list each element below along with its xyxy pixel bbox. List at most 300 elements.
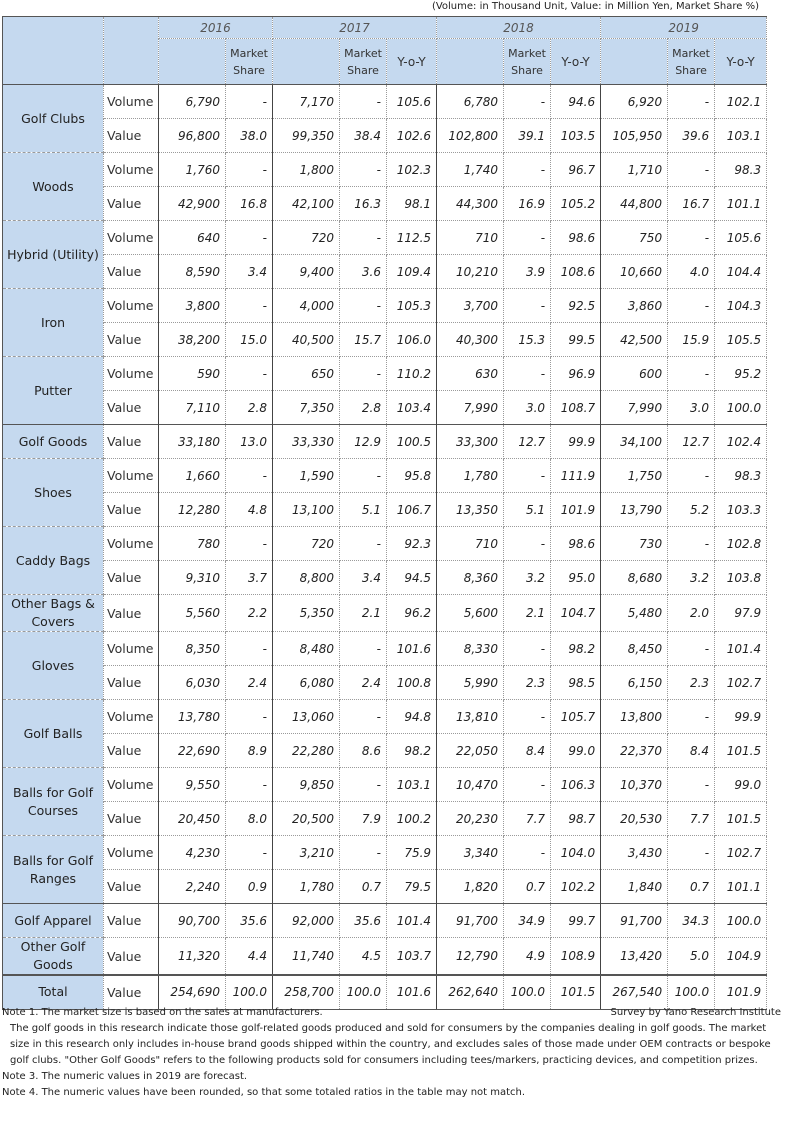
data-cell: 100.0 bbox=[668, 975, 715, 1009]
data-cell: 8,350 bbox=[159, 632, 226, 666]
data-cell: 1,750 bbox=[601, 459, 668, 493]
category-label: Other Bags & Covers bbox=[3, 595, 104, 632]
data-cell: 5.1 bbox=[340, 493, 387, 527]
data-cell: 15.0 bbox=[226, 323, 273, 357]
data-cell: 10,470 bbox=[437, 768, 504, 802]
metric-label: Volume bbox=[104, 527, 159, 561]
data-cell: 3,430 bbox=[601, 836, 668, 870]
data-cell: 96.7 bbox=[551, 153, 601, 187]
data-cell: 8,330 bbox=[437, 632, 504, 666]
data-cell: 1,760 bbox=[159, 153, 226, 187]
metric-label: Value bbox=[104, 493, 159, 527]
metric-label: Value bbox=[104, 904, 159, 938]
data-cell: 10,370 bbox=[601, 768, 668, 802]
data-cell: 5.0 bbox=[668, 938, 715, 976]
data-cell: 4.9 bbox=[504, 938, 551, 976]
data-cell: 99.9 bbox=[551, 425, 601, 459]
data-cell: 4,230 bbox=[159, 836, 226, 870]
data-cell: 42,100 bbox=[273, 187, 340, 221]
category-label: Shoes bbox=[3, 459, 104, 527]
data-cell: 95.2 bbox=[715, 357, 767, 391]
data-cell: 13,800 bbox=[601, 700, 668, 734]
table-row bbox=[3, 119, 767, 153]
data-cell: 99.0 bbox=[551, 734, 601, 768]
data-cell: 109.4 bbox=[387, 255, 437, 289]
data-cell: 3,800 bbox=[159, 289, 226, 323]
yoy-header: Y-o-Y bbox=[387, 39, 437, 85]
table-row bbox=[3, 425, 767, 459]
data-cell: 9,400 bbox=[273, 255, 340, 289]
data-cell: 6,790 bbox=[159, 85, 226, 119]
metric-label: Volume bbox=[104, 700, 159, 734]
data-cell: 104.7 bbox=[551, 595, 601, 632]
data-cell: 22,280 bbox=[273, 734, 340, 768]
data-cell: 98.1 bbox=[387, 187, 437, 221]
data-cell: - bbox=[668, 836, 715, 870]
data-cell: 7,350 bbox=[273, 391, 340, 425]
category-label: Putter bbox=[3, 357, 104, 425]
data-cell: 1,780 bbox=[273, 870, 340, 904]
data-cell: 100.8 bbox=[387, 666, 437, 700]
data-cell: - bbox=[340, 357, 387, 391]
data-cell: - bbox=[668, 527, 715, 561]
data-cell: - bbox=[504, 85, 551, 119]
data-cell: 102.3 bbox=[387, 153, 437, 187]
data-cell: 108.6 bbox=[551, 255, 601, 289]
data-cell: 101.6 bbox=[387, 975, 437, 1009]
data-cell: - bbox=[340, 153, 387, 187]
data-cell: 720 bbox=[273, 221, 340, 255]
category-label: Other Golf Goods bbox=[3, 938, 104, 976]
data-cell: 5,600 bbox=[437, 595, 504, 632]
table-row bbox=[3, 527, 767, 561]
data-cell: 2.1 bbox=[504, 595, 551, 632]
data-cell: 34.3 bbox=[668, 904, 715, 938]
data-cell: - bbox=[504, 527, 551, 561]
data-cell: 12,280 bbox=[159, 493, 226, 527]
data-cell: 710 bbox=[437, 527, 504, 561]
data-cell: 1,820 bbox=[437, 870, 504, 904]
data-cell: 13,060 bbox=[273, 700, 340, 734]
data-cell: 13,780 bbox=[159, 700, 226, 734]
data-cell: 5,560 bbox=[159, 595, 226, 632]
data-cell: 0.7 bbox=[668, 870, 715, 904]
data-cell: 262,640 bbox=[437, 975, 504, 1009]
data-cell: - bbox=[668, 357, 715, 391]
data-cell: 254,690 bbox=[159, 975, 226, 1009]
metric-label: Volume bbox=[104, 836, 159, 870]
metric-label: Volume bbox=[104, 459, 159, 493]
data-cell: 7,990 bbox=[601, 391, 668, 425]
data-cell: 103.1 bbox=[387, 768, 437, 802]
data-cell: 650 bbox=[273, 357, 340, 391]
data-cell: 8.6 bbox=[340, 734, 387, 768]
metric-label: Value bbox=[104, 975, 159, 1009]
data-cell: 100.0 bbox=[715, 904, 767, 938]
data-cell: 102.7 bbox=[715, 666, 767, 700]
data-cell: 13,100 bbox=[273, 493, 340, 527]
data-cell: 101.6 bbox=[387, 632, 437, 666]
data-cell: 20,450 bbox=[159, 802, 226, 836]
data-cell: - bbox=[340, 527, 387, 561]
data-cell: 20,230 bbox=[437, 802, 504, 836]
data-cell: 102.1 bbox=[715, 85, 767, 119]
data-cell: 6,780 bbox=[437, 85, 504, 119]
table-row bbox=[3, 836, 767, 870]
data-cell: 102.6 bbox=[387, 119, 437, 153]
data-cell: 94.5 bbox=[387, 561, 437, 595]
data-cell: 44,800 bbox=[601, 187, 668, 221]
data-cell: 98.3 bbox=[715, 153, 767, 187]
data-cell: 8,480 bbox=[273, 632, 340, 666]
data-cell: 105.2 bbox=[551, 187, 601, 221]
data-cell: 5.1 bbox=[504, 493, 551, 527]
data-cell: 1,660 bbox=[159, 459, 226, 493]
data-cell: 102.8 bbox=[715, 527, 767, 561]
data-cell: 44,300 bbox=[437, 187, 504, 221]
data-cell: - bbox=[340, 221, 387, 255]
data-cell: - bbox=[668, 221, 715, 255]
golf-market-table bbox=[2, 16, 767, 1010]
data-cell: 15.9 bbox=[668, 323, 715, 357]
data-cell: 105.7 bbox=[551, 700, 601, 734]
data-cell: 104.4 bbox=[715, 255, 767, 289]
data-cell: 42,500 bbox=[601, 323, 668, 357]
metric-label: Volume bbox=[104, 632, 159, 666]
data-cell: 22,690 bbox=[159, 734, 226, 768]
data-cell: 102,800 bbox=[437, 119, 504, 153]
data-cell: 2.4 bbox=[226, 666, 273, 700]
data-cell: 12.7 bbox=[668, 425, 715, 459]
metric-label: Value bbox=[104, 425, 159, 459]
data-cell: 22,050 bbox=[437, 734, 504, 768]
market-share-header: Market Share bbox=[226, 39, 273, 85]
data-cell: 4.0 bbox=[668, 255, 715, 289]
data-cell: 105.5 bbox=[715, 323, 767, 357]
data-cell: 105,950 bbox=[601, 119, 668, 153]
data-cell: 2.0 bbox=[668, 595, 715, 632]
data-cell: 103.4 bbox=[387, 391, 437, 425]
data-cell: - bbox=[226, 768, 273, 802]
data-cell: 8.4 bbox=[668, 734, 715, 768]
data-cell: - bbox=[226, 700, 273, 734]
data-cell: - bbox=[668, 768, 715, 802]
table-row bbox=[3, 666, 767, 700]
data-cell: 38.4 bbox=[340, 119, 387, 153]
data-cell: 8.9 bbox=[226, 734, 273, 768]
data-cell: 33,330 bbox=[273, 425, 340, 459]
data-cell: 103.8 bbox=[715, 561, 767, 595]
data-cell: 101.4 bbox=[715, 632, 767, 666]
data-cell: 0.7 bbox=[340, 870, 387, 904]
data-cell: 99.0 bbox=[715, 768, 767, 802]
metric-label: Value bbox=[104, 734, 159, 768]
data-cell: 75.9 bbox=[387, 836, 437, 870]
data-cell: 2.3 bbox=[504, 666, 551, 700]
data-cell: 640 bbox=[159, 221, 226, 255]
data-cell: 9,850 bbox=[273, 768, 340, 802]
data-cell: - bbox=[340, 836, 387, 870]
data-cell: 100.0 bbox=[715, 391, 767, 425]
table-row bbox=[3, 802, 767, 836]
data-cell: 105.3 bbox=[387, 289, 437, 323]
metric-label: Value bbox=[104, 666, 159, 700]
year-header: 2018 bbox=[437, 17, 601, 39]
units-note: (Volume: in Thousand Unit, Value: in Million Yen, Market Share %) bbox=[431, 1, 759, 12]
data-cell: 92.5 bbox=[551, 289, 601, 323]
data-cell: 630 bbox=[437, 357, 504, 391]
data-cell: 105.6 bbox=[715, 221, 767, 255]
note-4: Note 4. The numeric values have been rounded, so that some totaled ratios in the table may not match. bbox=[2, 1087, 526, 1098]
data-cell: - bbox=[504, 153, 551, 187]
data-cell: - bbox=[226, 289, 273, 323]
data-cell: - bbox=[504, 768, 551, 802]
data-cell: - bbox=[340, 768, 387, 802]
data-cell: 8,590 bbox=[159, 255, 226, 289]
data-cell: 750 bbox=[601, 221, 668, 255]
metric-label: Value bbox=[104, 938, 159, 976]
category-label: Gloves bbox=[3, 632, 104, 700]
data-cell: 2.3 bbox=[668, 666, 715, 700]
data-cell: 780 bbox=[159, 527, 226, 561]
data-cell: 103.1 bbox=[715, 119, 767, 153]
data-cell: 1,800 bbox=[273, 153, 340, 187]
data-cell: - bbox=[340, 700, 387, 734]
data-cell: 106.7 bbox=[387, 493, 437, 527]
data-cell: 6,030 bbox=[159, 666, 226, 700]
category-label: Golf Balls bbox=[3, 700, 104, 768]
data-cell: 3,700 bbox=[437, 289, 504, 323]
data-cell: 6,150 bbox=[601, 666, 668, 700]
data-cell: 104.3 bbox=[715, 289, 767, 323]
data-cell: 91,700 bbox=[437, 904, 504, 938]
data-cell: 99,350 bbox=[273, 119, 340, 153]
data-cell: 16.9 bbox=[504, 187, 551, 221]
data-cell: 0.9 bbox=[226, 870, 273, 904]
yoy-header: Y-o-Y bbox=[715, 39, 767, 85]
data-cell: 102.7 bbox=[715, 836, 767, 870]
data-cell: 101.9 bbox=[551, 493, 601, 527]
data-cell: 100.2 bbox=[387, 802, 437, 836]
data-cell: 94.8 bbox=[387, 700, 437, 734]
data-cell: 100.0 bbox=[504, 975, 551, 1009]
data-cell: 1,710 bbox=[601, 153, 668, 187]
table-row bbox=[3, 904, 767, 938]
data-cell: 2.1 bbox=[340, 595, 387, 632]
data-cell: 91,700 bbox=[601, 904, 668, 938]
data-cell: 3.7 bbox=[226, 561, 273, 595]
metric-label: Value bbox=[104, 323, 159, 357]
data-cell: 101.1 bbox=[715, 870, 767, 904]
data-cell: 267,540 bbox=[601, 975, 668, 1009]
data-cell: 33,180 bbox=[159, 425, 226, 459]
data-cell: 15.7 bbox=[340, 323, 387, 357]
data-cell: - bbox=[340, 289, 387, 323]
table-row bbox=[3, 187, 767, 221]
category-label: Balls for Golf Courses bbox=[3, 768, 104, 836]
data-cell: 38,200 bbox=[159, 323, 226, 357]
data-cell: 96,800 bbox=[159, 119, 226, 153]
table-row bbox=[3, 493, 767, 527]
data-cell: 710 bbox=[437, 221, 504, 255]
data-cell: - bbox=[226, 221, 273, 255]
data-cell: 3.6 bbox=[340, 255, 387, 289]
data-cell: - bbox=[668, 700, 715, 734]
data-cell: 2,240 bbox=[159, 870, 226, 904]
data-cell: 98.6 bbox=[551, 221, 601, 255]
data-cell: 101.5 bbox=[551, 975, 601, 1009]
data-cell: - bbox=[504, 221, 551, 255]
data-cell: 99.9 bbox=[715, 700, 767, 734]
data-cell: 8.0 bbox=[226, 802, 273, 836]
data-cell: 20,500 bbox=[273, 802, 340, 836]
data-cell: 94.6 bbox=[551, 85, 601, 119]
data-cell: - bbox=[504, 632, 551, 666]
data-cell: 3.2 bbox=[668, 561, 715, 595]
data-cell: - bbox=[226, 85, 273, 119]
table-row bbox=[3, 870, 767, 904]
data-cell: 42,900 bbox=[159, 187, 226, 221]
table-row bbox=[3, 975, 767, 1009]
header-empty bbox=[273, 39, 340, 85]
header-empty bbox=[437, 39, 504, 85]
data-cell: - bbox=[504, 700, 551, 734]
data-cell: 103.3 bbox=[715, 493, 767, 527]
data-cell: 100.0 bbox=[226, 975, 273, 1009]
data-cell: 90,700 bbox=[159, 904, 226, 938]
table-row bbox=[3, 459, 767, 493]
data-cell: 92,000 bbox=[273, 904, 340, 938]
data-cell: - bbox=[504, 357, 551, 391]
data-cell: 105.6 bbox=[387, 85, 437, 119]
data-cell: 16.8 bbox=[226, 187, 273, 221]
data-cell: 8,800 bbox=[273, 561, 340, 595]
data-cell: 35.6 bbox=[226, 904, 273, 938]
data-cell: 730 bbox=[601, 527, 668, 561]
metric-label: Volume bbox=[104, 357, 159, 391]
data-cell: 8,680 bbox=[601, 561, 668, 595]
data-cell: 10,210 bbox=[437, 255, 504, 289]
year-header: 2019 bbox=[601, 17, 767, 39]
data-cell: 100.0 bbox=[340, 975, 387, 1009]
data-cell: 98.7 bbox=[551, 802, 601, 836]
data-cell: 98.3 bbox=[715, 459, 767, 493]
data-cell: - bbox=[226, 153, 273, 187]
metric-label: Value bbox=[104, 119, 159, 153]
data-cell: 8,360 bbox=[437, 561, 504, 595]
table-row bbox=[3, 255, 767, 289]
data-cell: 7,170 bbox=[273, 85, 340, 119]
market-share-header: Market Share bbox=[668, 39, 715, 85]
data-cell: - bbox=[340, 632, 387, 666]
table-row bbox=[3, 391, 767, 425]
metric-label: Value bbox=[104, 187, 159, 221]
data-cell: - bbox=[668, 289, 715, 323]
data-cell: 98.2 bbox=[387, 734, 437, 768]
data-cell: 13,350 bbox=[437, 493, 504, 527]
data-cell: - bbox=[340, 459, 387, 493]
data-cell: 590 bbox=[159, 357, 226, 391]
data-cell: 101.5 bbox=[715, 802, 767, 836]
note-2: The golf goods in this research indicate those golf-related goods produced and sold for consumers by the companies dealing in golf goods. The market size in this research only includes in-house brand goods shipped within the country, and excludes sales of those made under OEM contracts or bespoke golf clubs. "Other Golf Goods" refers to the following products sold for consumers including tees/markers, practicing devices, and competition prizes. bbox=[10, 1023, 771, 1066]
data-cell: 99.5 bbox=[551, 323, 601, 357]
header-empty bbox=[159, 39, 226, 85]
data-cell: 104.0 bbox=[551, 836, 601, 870]
data-cell: - bbox=[668, 85, 715, 119]
data-cell: - bbox=[668, 153, 715, 187]
data-cell: 16.7 bbox=[668, 187, 715, 221]
yoy-header: Y-o-Y bbox=[551, 39, 601, 85]
data-cell: - bbox=[226, 527, 273, 561]
data-cell: 3.4 bbox=[340, 561, 387, 595]
data-cell: 3.0 bbox=[668, 391, 715, 425]
data-cell: 39.1 bbox=[504, 119, 551, 153]
category-label: Woods bbox=[3, 153, 104, 221]
data-cell: 101.1 bbox=[715, 187, 767, 221]
data-cell: 3,340 bbox=[437, 836, 504, 870]
data-cell: 95.8 bbox=[387, 459, 437, 493]
table-row bbox=[3, 357, 767, 391]
category-label: Golf Goods bbox=[3, 425, 104, 459]
data-cell: 22,370 bbox=[601, 734, 668, 768]
data-cell: 5,350 bbox=[273, 595, 340, 632]
metric-label: Volume bbox=[104, 768, 159, 802]
category-label: Balls for Golf Ranges bbox=[3, 836, 104, 904]
data-cell: 16.3 bbox=[340, 187, 387, 221]
data-cell: 12.9 bbox=[340, 425, 387, 459]
data-cell: 1,740 bbox=[437, 153, 504, 187]
table-row bbox=[3, 289, 767, 323]
header-empty bbox=[601, 39, 668, 85]
data-cell: 8,450 bbox=[601, 632, 668, 666]
category-label: Caddy Bags bbox=[3, 527, 104, 595]
data-cell: 102.2 bbox=[551, 870, 601, 904]
data-cell: - bbox=[504, 459, 551, 493]
data-cell: 35.6 bbox=[340, 904, 387, 938]
category-label: Golf Clubs bbox=[3, 85, 104, 153]
year-header: 2016 bbox=[159, 17, 273, 39]
data-cell: 92.3 bbox=[387, 527, 437, 561]
data-cell: 13,420 bbox=[601, 938, 668, 976]
data-cell: 101.4 bbox=[387, 904, 437, 938]
metric-label: Value bbox=[104, 561, 159, 595]
table-row bbox=[3, 632, 767, 666]
table-row bbox=[3, 595, 767, 632]
data-cell: 95.0 bbox=[551, 561, 601, 595]
table-row bbox=[3, 221, 767, 255]
data-cell: 96.2 bbox=[387, 595, 437, 632]
data-cell: 98.5 bbox=[551, 666, 601, 700]
table-row bbox=[3, 938, 767, 976]
category-label: Iron bbox=[3, 289, 104, 357]
metric-label: Volume bbox=[104, 85, 159, 119]
data-cell: 8.4 bbox=[504, 734, 551, 768]
data-cell: 106.3 bbox=[551, 768, 601, 802]
data-cell: 98.6 bbox=[551, 527, 601, 561]
data-cell: 99.7 bbox=[551, 904, 601, 938]
table-row bbox=[3, 734, 767, 768]
category-label: Hybrid (Utility) bbox=[3, 221, 104, 289]
header-years-row bbox=[3, 17, 767, 39]
data-cell: 11,740 bbox=[273, 938, 340, 976]
data-cell: 13,810 bbox=[437, 700, 504, 734]
data-cell: 101.9 bbox=[715, 975, 767, 1009]
data-cell: - bbox=[226, 836, 273, 870]
table-row bbox=[3, 768, 767, 802]
survey-source: Survey by Yano Research Institute bbox=[610, 1007, 781, 1018]
data-cell: 39.6 bbox=[668, 119, 715, 153]
data-cell: 3.4 bbox=[226, 255, 273, 289]
